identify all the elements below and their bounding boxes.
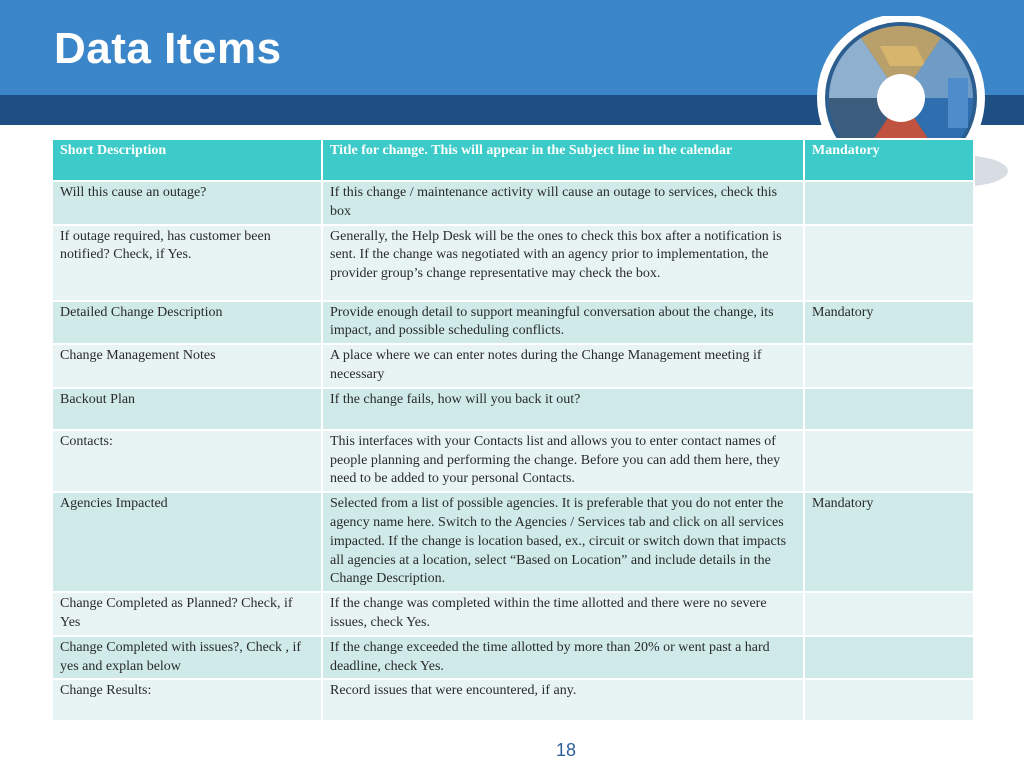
cell-details: Generally, the Help Desk will be the ones to check this box after a notification is sent. If the change was negotiated with an agency prior to implementation, the provider group’s change representative may check the box.	[322, 225, 804, 301]
cell-short-description: Agencies Impacted	[52, 492, 322, 592]
cell-short-description: Change Results:	[52, 679, 322, 721]
cell-short-description: Change Management Notes	[52, 344, 322, 388]
cell-short-description: Contacts:	[52, 430, 322, 492]
cell-mandatory	[804, 592, 974, 636]
cell-details: If this change / maintenance activity will cause an outage to services, check this box	[322, 181, 804, 225]
header-title-for-change: Title for change. This will appear in the Subject line in the calendar	[322, 139, 804, 181]
header-mandatory: Mandatory	[804, 139, 974, 181]
table-row	[52, 388, 974, 430]
cell-details: Provide enough detail to support meaningful conversation about the change, its impact, and possible scheduling conflicts.	[322, 301, 804, 345]
cell-mandatory	[804, 430, 974, 492]
cell-mandatory	[804, 181, 974, 225]
cell-mandatory: Mandatory	[804, 301, 974, 345]
cell-details: Selected from a list of possible agencies. It is preferable that you do not enter the agency name here. Switch to the Agencies / Services tab and click on all services impacted. If the change is location based, ex., circuit or switch down that impacts all agencies at a location, select “Based on Location” and include details in the Change Description.	[322, 492, 804, 592]
cell-mandatory	[804, 344, 974, 388]
cell-mandatory: Mandatory	[804, 492, 974, 592]
cell-short-description: Change Completed as Planned? Check, if Yes	[52, 592, 322, 636]
cell-mandatory	[804, 679, 974, 721]
cell-details: A place where we can enter notes during the Change Management meeting if necessary	[322, 344, 804, 388]
table-row	[52, 301, 974, 345]
cell-short-description: Will this cause an outage?	[52, 181, 322, 225]
cell-mandatory	[804, 225, 974, 301]
table-row	[52, 225, 974, 301]
table-row	[52, 344, 974, 388]
cell-mandatory	[804, 636, 974, 680]
table-row	[52, 492, 974, 592]
cell-short-description: Detailed Change Description	[52, 301, 322, 345]
cell-details: If the change was completed within the time allotted and there were no severe issues, check Yes.	[322, 592, 804, 636]
cell-short-description: Change Completed with issues?, Check , if yes and explan below	[52, 636, 322, 680]
table-row	[52, 679, 974, 721]
cell-details: This interfaces with your Contacts list and allows you to enter contact names of people planning and performing the change. Before you can add them here, they need to be added to your personal Contacts.	[322, 430, 804, 492]
table-row	[52, 636, 974, 680]
cell-short-description: If outage required, has customer been notified? Check, if Yes.	[52, 225, 322, 301]
table-row	[52, 181, 974, 225]
table-row	[52, 592, 974, 636]
cell-details: If the change exceeded the time allotted by more than 20% or went past a hard deadline, check Yes.	[322, 636, 804, 680]
cell-mandatory	[804, 388, 974, 430]
cell-short-description: Backout Plan	[52, 388, 322, 430]
slide-title: Data Items	[54, 24, 282, 73]
page-number: 18	[555, 740, 577, 760]
cell-details: If the change fails, how will you back it out?	[322, 388, 804, 430]
header-short-description: Short Description	[52, 139, 322, 181]
cell-details: Record issues that were encountered, if any.	[322, 679, 804, 721]
table-header-row	[52, 139, 974, 181]
table-row	[52, 430, 974, 492]
data-items-table	[51, 138, 975, 722]
